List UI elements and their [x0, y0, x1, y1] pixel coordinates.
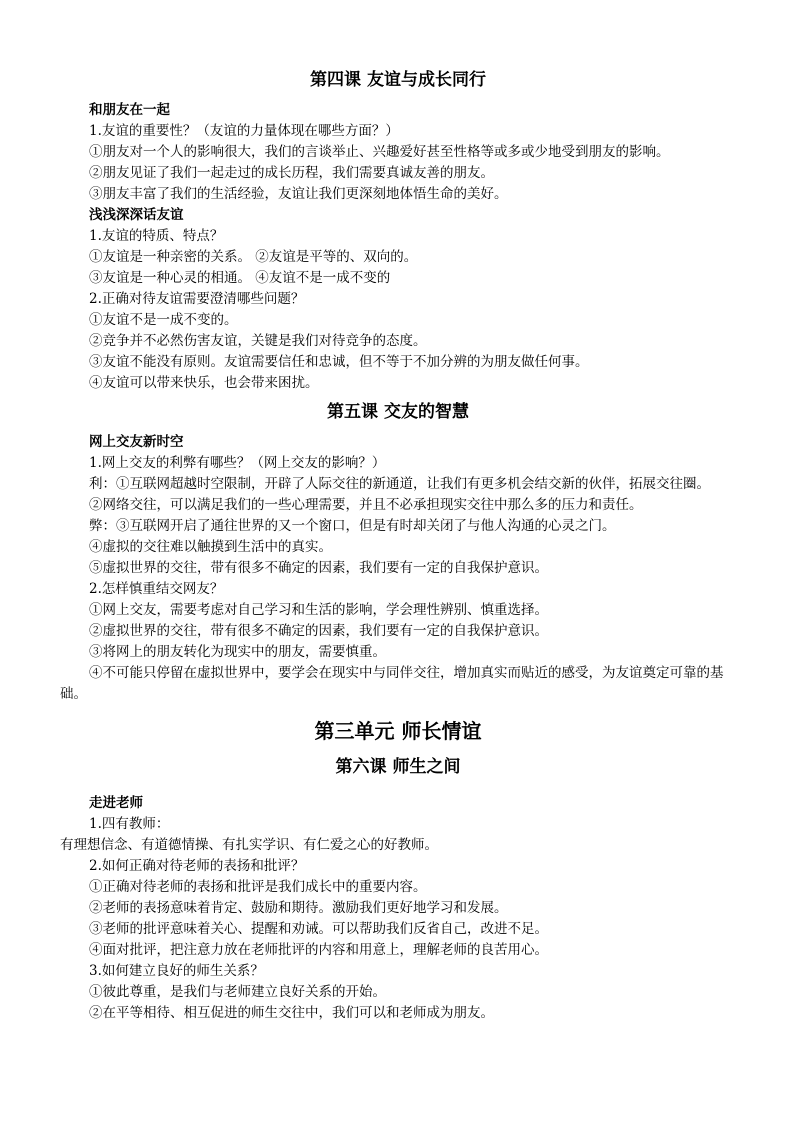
lesson4-title: 第四课 友谊与成长同行: [310, 70, 486, 90]
paragraph: ②朋友见证了我们一起走过的成长历程，我们需要真诚友善的朋友。: [89, 165, 494, 181]
paragraph: ②竞争并不必然伤害友谊，关键是我们对待竞争的态度。: [89, 333, 427, 349]
paragraph: ①正确对待老师的表扬和批评是我们成长中的重要内容。: [89, 879, 427, 895]
paragraph: 2.怎样慎重结交网友？: [89, 581, 224, 597]
paragraph: 利：①互联网超越时空限制，开辟了人际交往的新通道，让我们有更多机会结交新的伙伴，拓展交往圈。: [89, 476, 710, 492]
paragraph: 1.友谊的重要性？（友谊的力量体现在哪些方面？）: [89, 123, 399, 139]
paragraph: ①朋友对一个人的影响很大，我们的言谈举止、兴趣爱好甚至性格等或多或少地受到朋友的影响。: [89, 144, 670, 160]
paragraph: ⑤虚拟世界的交往，带有很多不确定的因素，我们要有一定的自我保护意识。: [89, 560, 548, 576]
paragraph: ①友谊是一种亲密的关系。 ②友谊是平等的、双向的。: [89, 249, 418, 265]
paragraph: ④友谊可以带来快乐，也会带来困扰。: [89, 375, 319, 391]
paragraph: ③朋友丰富了我们的生活经验，友谊让我们更深刻地体悟生命的美好。: [89, 186, 508, 202]
paragraph: ②在平等相待、相互促进的师生交往中，我们可以和老师成为朋友。: [89, 1005, 494, 1021]
paragraph: 有理想信念、有道德情操、有扎实学识、有仁爱之心的好教师。: [60, 837, 438, 853]
paragraph: ③友谊不能没有原则。友谊需要信任和忠诚，但不等于不加分辨的为朋友做任何事。: [89, 354, 589, 370]
paragraph: 弊：③互联网开启了通往世界的又一个窗口，但是有时却关闭了与他人沟通的心灵之门。: [89, 518, 616, 534]
unit3-title: 第三单元 师长情谊: [314, 719, 482, 743]
lesson6-section1-heading: 走进老师: [89, 795, 143, 811]
document-page: [60, 68, 736, 1024]
lesson4-section2-heading: 浅浅深深话友谊: [89, 207, 184, 223]
paragraph: ①网上交友，需要考虑对自己学习和生活的影响，学会理性辨别、慎重选择。: [89, 602, 548, 618]
paragraph: 1.四有教师：: [89, 816, 170, 832]
lesson5-title: 第五课 交友的智慧: [327, 402, 469, 422]
paragraph: 2.正确对待友谊需要澄清哪些问题？: [89, 291, 305, 307]
lesson4-section1-heading: 和朋友在一起: [89, 102, 170, 118]
paragraph: ①彼此尊重，是我们与老师建立良好关系的开始。: [89, 984, 386, 1000]
paragraph: ①友谊不是一成不变的。: [89, 312, 238, 328]
paragraph: ②虚拟世界的交往，带有很多不确定的因素，我们要有一定的自我保护意识。: [89, 623, 548, 639]
paragraph: 1.友谊的特质、特点？: [89, 228, 224, 244]
paragraph: ④面对批评，把注意力放在老师批评的内容和用意上，理解老师的良苦用心。: [89, 942, 548, 958]
paragraph: ②老师的表扬意味着肯定、鼓励和期待。激励我们更好地学习和发展。: [89, 900, 508, 916]
paragraph: ③将网上的朋友转化为现实中的朋友，需要慎重。: [89, 644, 386, 660]
lesson5-section1-heading: 网上交友新时空: [89, 434, 184, 450]
paragraph: ③友谊是一种心灵的相通。 ④友谊不是一成不变的: [89, 270, 391, 286]
lesson6-title: 第六课 师生之间: [335, 757, 461, 777]
paragraph: ③老师的批评意味着关心、提醒和劝诫。可以帮助我们反省自己，改进不足。: [89, 921, 548, 937]
paragraph: 1.网上交友的利弊有哪些？（网上交友的影响？）: [89, 455, 386, 471]
paragraph: ④不可能只停留在虚拟世界中，要学会在现实中与同伴交往，增加真实而贴近的感受，为友谊奠定可靠的基础。: [60, 665, 724, 702]
paragraph: ②网络交往，可以满足我们的一些心理需要，并且不必承担现实交往中那么多的压力和责任。: [89, 497, 643, 513]
paragraph: ④虚拟的交往难以触摸到生活中的真实。: [89, 539, 332, 555]
paragraph: 2.如何正确对待老师的表扬和批评？: [89, 858, 305, 874]
paragraph: 3.如何建立良好的师生关系？: [89, 963, 264, 979]
